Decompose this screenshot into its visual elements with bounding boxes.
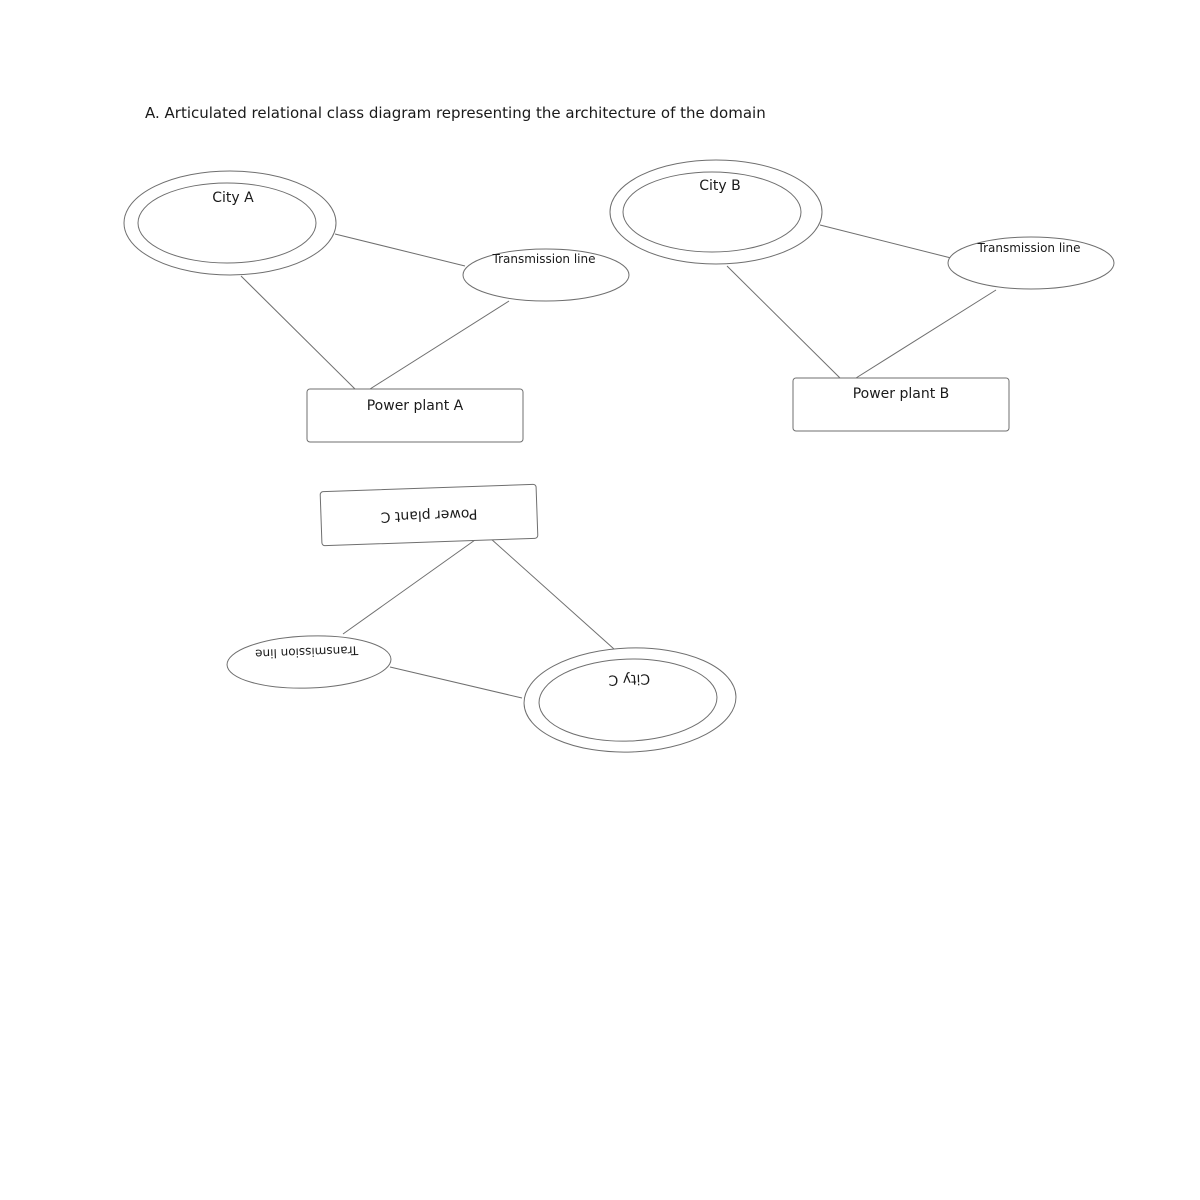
power-plant-a-node (307, 389, 523, 442)
group-a (124, 171, 629, 442)
edge-city-b-transmission-b (820, 225, 951, 258)
city-b-node (610, 160, 822, 264)
transmission-line-c-label: Transmission line (254, 643, 359, 661)
group-b (610, 160, 1114, 431)
city-c-label: City C (608, 670, 651, 688)
city-c-node (522, 644, 738, 755)
city-a-node (124, 171, 336, 275)
edge-plant-c-city-c (490, 538, 614, 649)
edge-transmission-b-plant-b (856, 290, 996, 378)
transmission-line-c-ellipse (226, 633, 392, 691)
power-plant-c-node (320, 484, 538, 546)
edge-city-b-plant-b (727, 266, 840, 378)
diagram-title: A. Articulated relational class diagram representing the architecture of the domain (145, 104, 766, 122)
transmission-line-c-node (226, 633, 392, 691)
power-plant-b-label: Power plant B (852, 386, 950, 402)
transmission-line-a-label: Transmission line (492, 252, 596, 266)
power-plant-b-node (793, 378, 1009, 431)
transmission-line-b-label: Transmission line (977, 241, 1081, 255)
power-plant-a-label: Power plant A (366, 398, 464, 414)
city-a-label: City A (212, 190, 254, 206)
edge-transmission-c-city-c (390, 667, 522, 698)
power-plant-c-label: Power plant C (380, 505, 478, 525)
edge-transmission-a-plant-a (370, 301, 509, 389)
city-b-label: City B (699, 178, 741, 194)
transmission-line-a-node (463, 249, 629, 301)
transmission-line-b-node (948, 237, 1114, 289)
group-c (226, 484, 738, 755)
power-plant-a-box (307, 389, 523, 442)
edge-city-a-transmission-a (335, 234, 465, 266)
edge-plant-c-transmission-c (343, 540, 475, 634)
edge-city-a-plant-a (241, 276, 355, 389)
